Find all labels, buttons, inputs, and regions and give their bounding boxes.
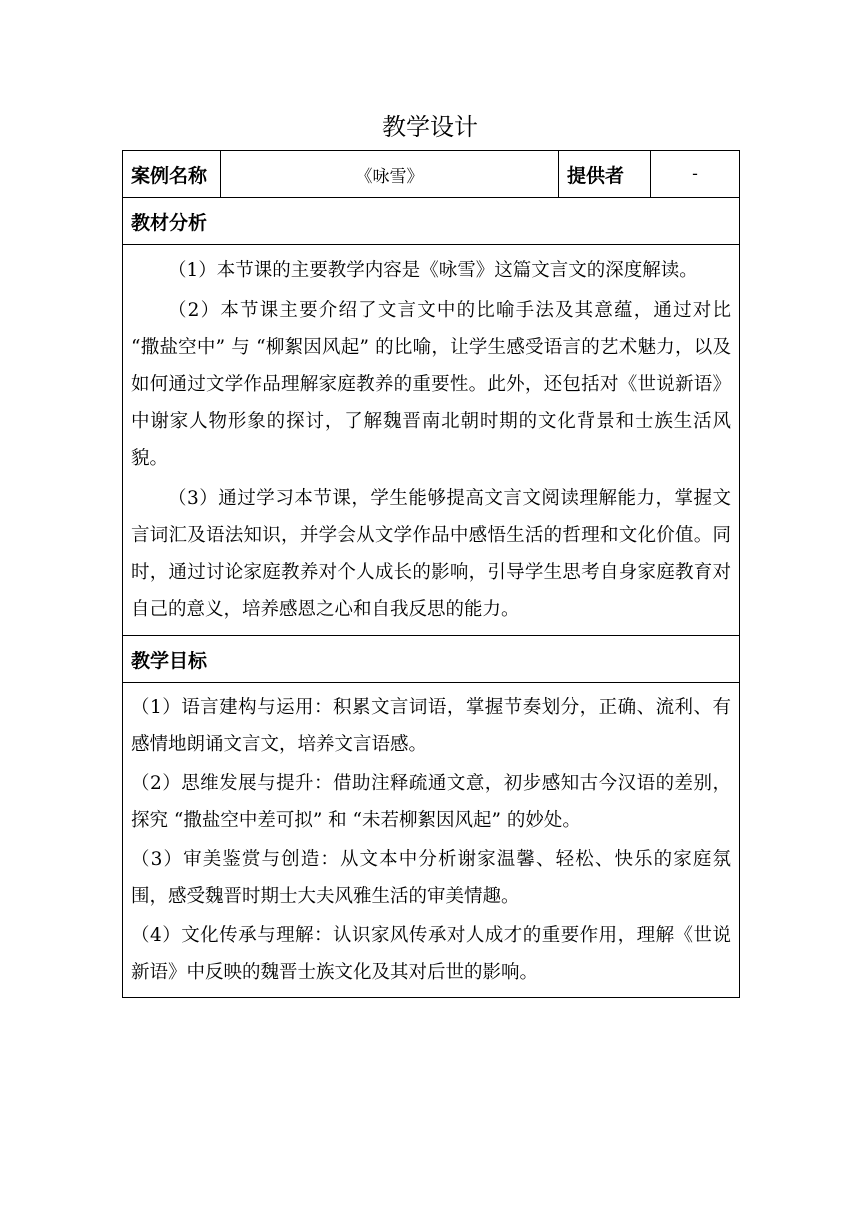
case-name-label: 案例名称 xyxy=(123,151,221,198)
goal-item: （3）审美鉴赏与创造：从文本中分析谢家温馨、轻松、快乐的家庭氛围，感受魏晋时期士大夫风雅生活的审美情趣。 xyxy=(131,849,731,907)
goal-item: （2）思维发展与提升：借助注释疏通文意，初步感知古今汉语的差别，探究 “撒盐空中差可拟” 和 “未若柳絮因风起” 的妙处。 xyxy=(131,773,731,831)
analysis-heading: 教材分析 xyxy=(123,198,740,245)
document-title: 教学设计 xyxy=(382,113,478,141)
case-name-value: 《咏雪》 xyxy=(221,151,559,198)
goals-heading-row xyxy=(123,636,740,683)
analysis-body xyxy=(123,245,740,636)
provider-value: - xyxy=(651,151,740,198)
analysis-body-row xyxy=(123,245,740,636)
case-info-row xyxy=(123,151,740,198)
goals-body xyxy=(123,683,740,998)
goal-item: （1）语言建构与运用：积累文言词语，掌握节奏划分，正确、流利、有感情地朗诵文言文，培养文言语感。 xyxy=(131,697,731,755)
analysis-paragraph: （3）通过学习本节课，学生能够提高文言文阅读理解能力，掌握文言词汇及语法知识，并学会从文学作品中感悟生活的哲理和文化价值。同时，通过讨论家庭教养对个人成长的影响，引导学生思考自身家庭教育对自己的意义，培养感恩之心和自我反思的能力。 xyxy=(131,488,731,620)
goals-heading: 教学目标 xyxy=(123,636,740,683)
analysis-paragraph: （1）本节课的主要教学内容是《咏雪》这篇文言文的深度解读。 xyxy=(168,260,698,281)
analysis-paragraph: （2）本节课主要介绍了文言文中的比喻手法及其意蕴，通过对比 “撒盐空中” 与 “柳絮因风起” 的比喻，让学生感受语言的艺术魅力，以及如何通过文学作品理解家庭教养的重要性。此外，还包括对《世说新语》中谢家人物形象的探讨，了解魏晋南北朝时期的文化背景和士族生活风貌。 xyxy=(131,300,731,469)
analysis-heading-row xyxy=(123,198,740,245)
goal-item: （4）文化传承与理解：认识家风传承对人成才的重要作用，理解《世说新语》中反映的魏晋士族文化及其对后世的影响。 xyxy=(131,925,731,983)
lesson-design-table xyxy=(122,150,740,998)
provider-label: 提供者 xyxy=(559,151,651,198)
goals-body-row xyxy=(123,683,740,998)
